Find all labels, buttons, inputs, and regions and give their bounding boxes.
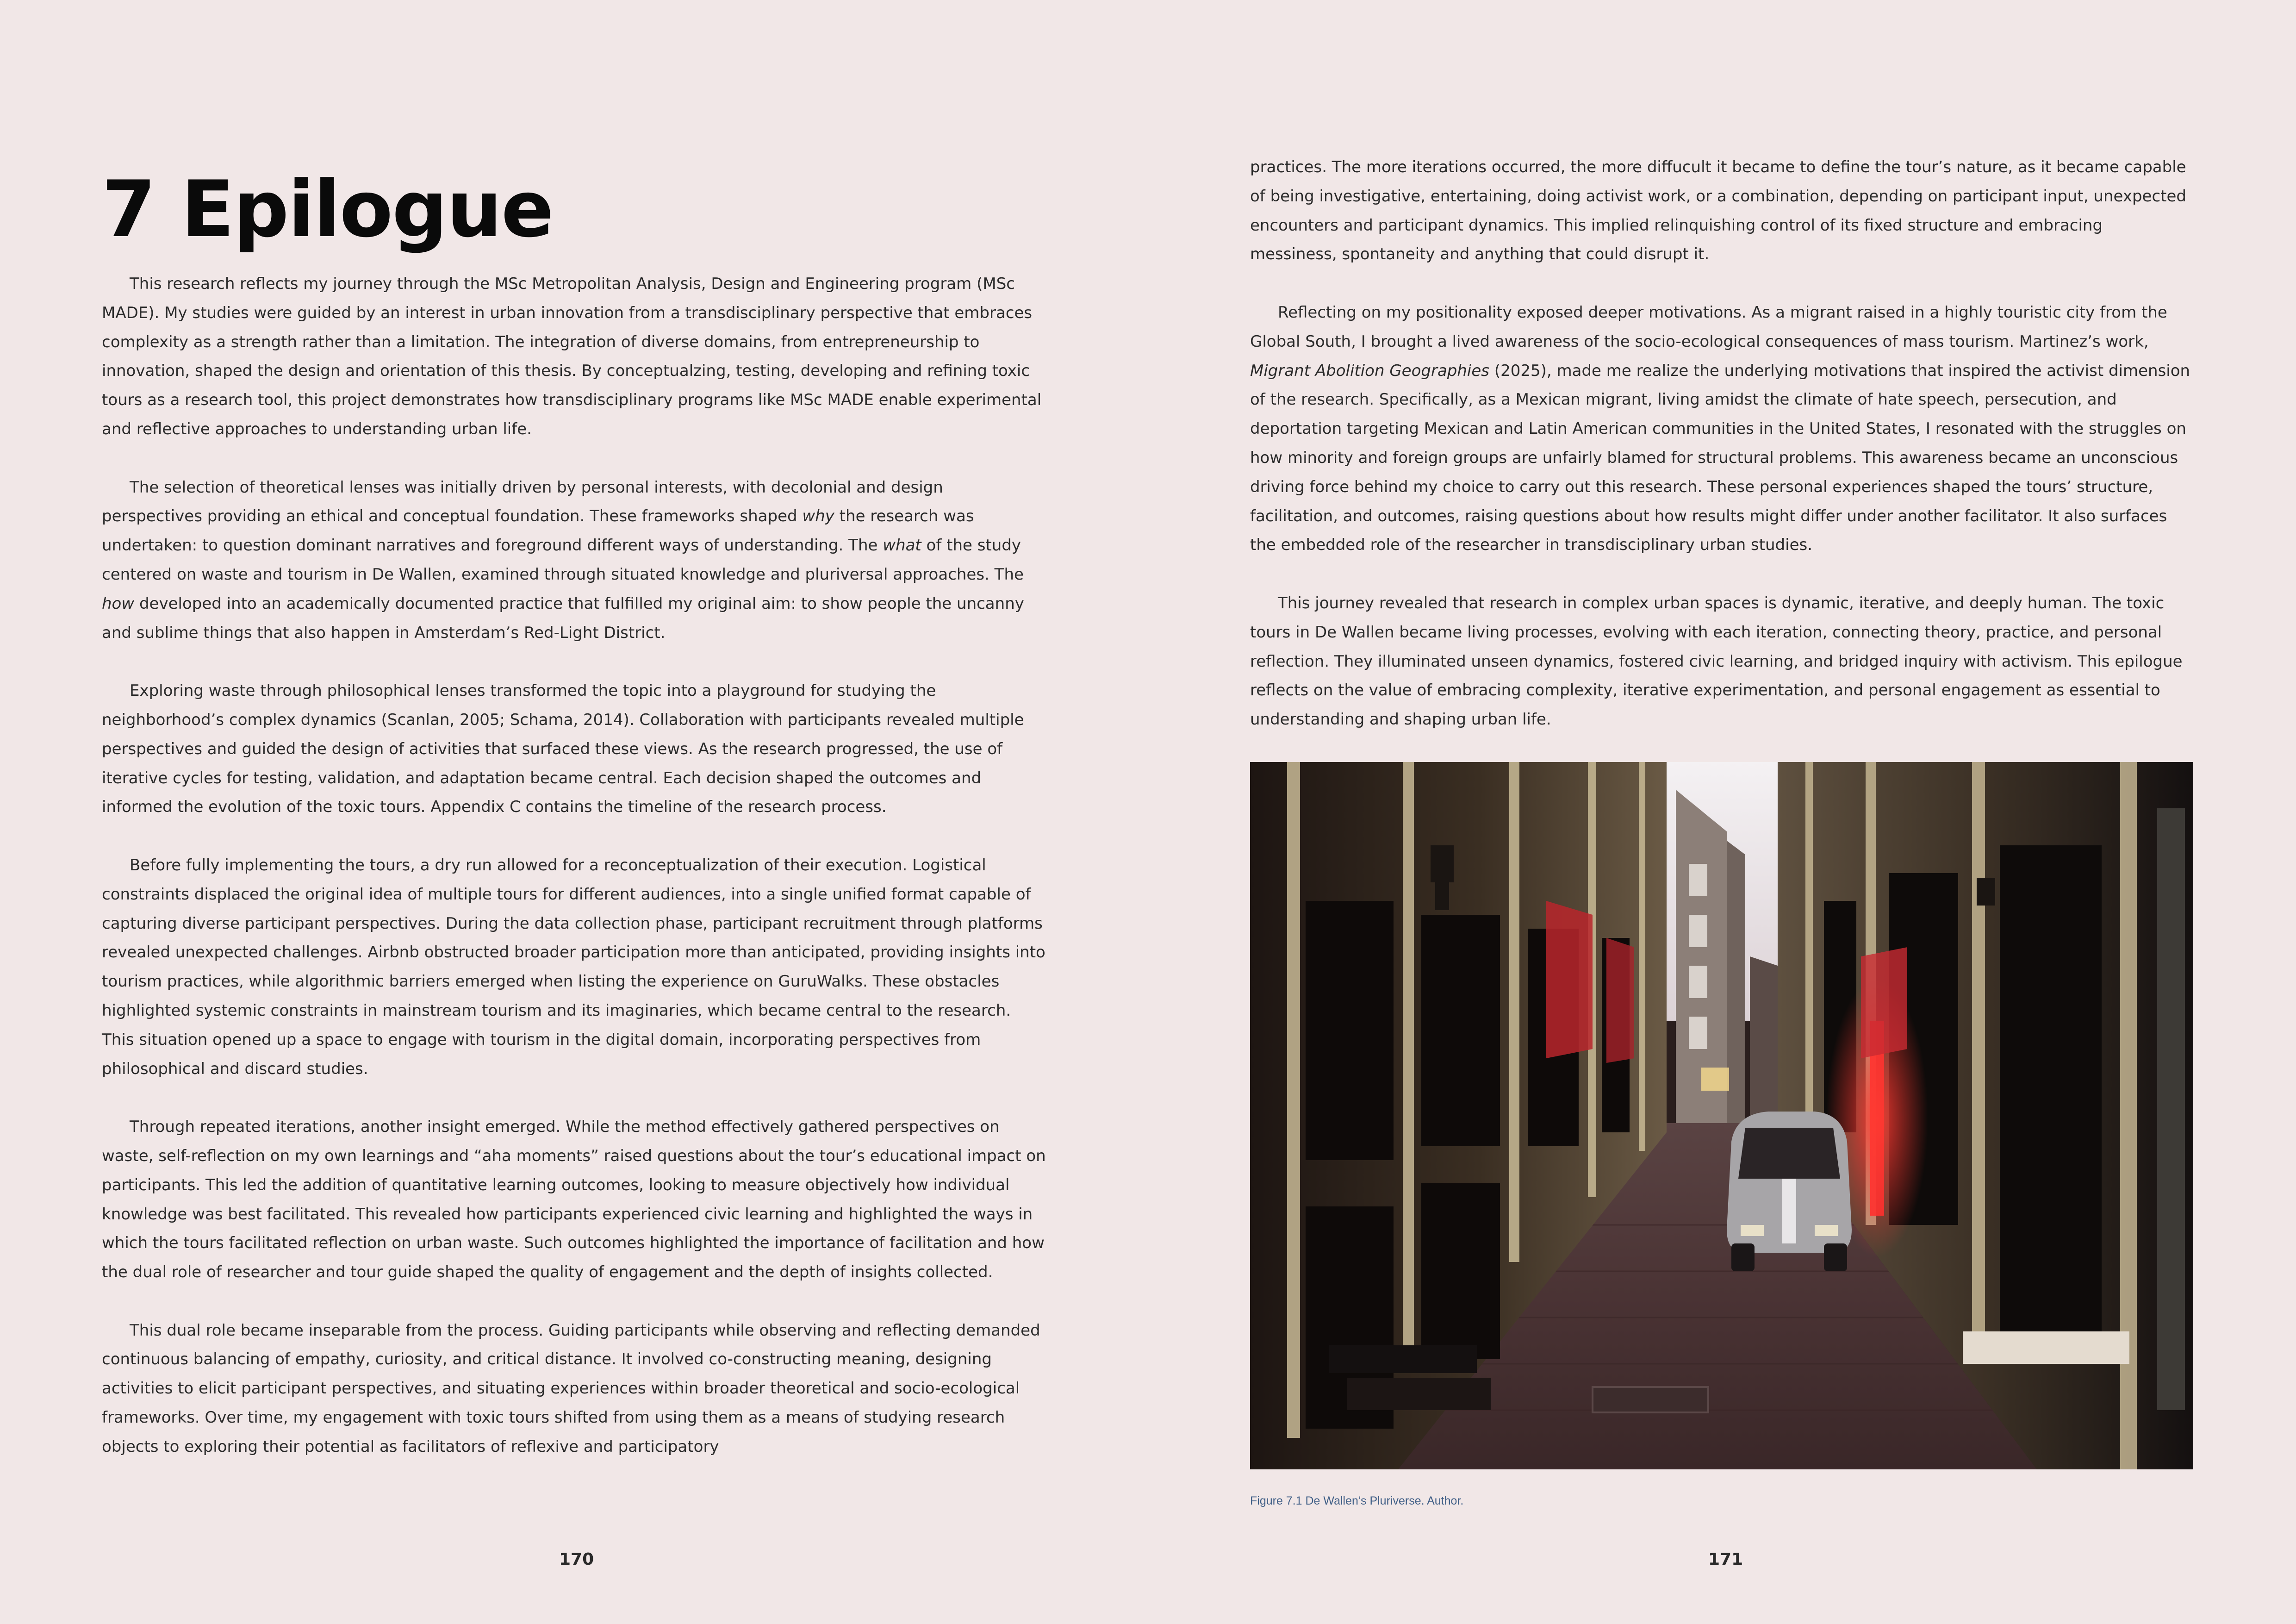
text-run: Reflecting on my positionality exposed deeper motivations. As a migrant raised in a highly touristic city from the Global South, I brought a lived awareness of the socio-ecological consequences of mass tourism. Martinez’s work,	[1250, 303, 2167, 351]
body-paragraph	[1250, 589, 2194, 734]
body-paragraph	[102, 1112, 1046, 1287]
body-paragraph	[102, 851, 1046, 1083]
figure-caption: Figure 7.1 De Wallen’s Pluriverse. Author.	[1250, 1494, 1464, 1507]
text-run: This research reflects my journey through the MSc Metropolitan Analysis, Design and Engineering program (MSc MADE). My studies were guided by an interest in urban innovation from a transdisciplinary perspective that embraces complexity as a strength rather than a limitation. The integration of diverse domains, from entrepreneurship to innovation, shaped the design and orientation of this thesis. By conceptualzing, testing, developing and refining toxic tours as a research tool, this project demonstrates how transdisciplinary programs like MSc MADE enable experimental and reflective approaches to understanding urban life.	[102, 275, 1042, 438]
text-run: developed into an academically documented practice that fulfilled my original aim: to show people the uncanny and sublime things that also happen in Amsterdam’s Red-Light District.	[102, 594, 1024, 642]
text-run: Before fully implementing the tours, a dry run allowed for a reconceptualization of their execution. Logistical constraints displaced the original idea of multiple tours for different audiences, into a single unified format capable of capturing diverse participant perspectives. During the data collection phase, participant recruitment through platforms revealed unexpected challenges. Airbnb obstructed broader participation more than anticipated, providing insights into tourism practices, while algorithmic barriers emerged when listing the experience on GuruWalks. These obstacles highlighted systemic constraints in mainstream tourism and its imaginaries, which became central to the research. This situation opened up a space to engage with tourism in the digital domain, incorporating perspectives from philosophical and discard studies.	[102, 856, 1045, 1078]
text-run: (2025), made me realize the underlying motivations that inspired the activist dimension of the research. Specifically, as a Mexican migrant, living amidst the climate of hate speech, persecution, and deportation targeting Mexican and Latin American communities in the United States, I resonated with the struggles on how minority and foreign groups are unfairly blamed for structural problems. This awareness became an unconscious driving force behind my choice to carry out this research. These personal experiences shaped the tours’ structure, facilitation, and outcomes, raising questions about how results might differ under another facilitator. It also surfaces the embedded role of the researcher in transdisciplinary urban studies.	[1250, 361, 2190, 555]
text-run: The selection of theoretical lenses was initially driven by personal interests, with decolonial and design perspectives providing an ethical and conceptual foundation. These frameworks shaped	[102, 478, 943, 526]
text-run: practices. The more iterations occurred, the more diffucult it became to define the tour’s nature, as it became capable of being investigative, entertaining, doing activist work, or a combination, depending on participant input, unexpected encounters and participant dynamics. This implied relinquishing control of its fixed structure and embracing messiness, spontaneity and anything that could disrupt it.	[1250, 158, 2186, 264]
figure-photo-alley	[1250, 762, 2193, 1469]
italic-term: what	[883, 536, 921, 555]
italic-term: Migrant Abolition Geographies	[1250, 361, 1490, 380]
body-paragraph	[1250, 298, 2194, 560]
page-number-left: 170	[559, 1550, 594, 1569]
text-run: This dual role became inseparable from the process. Guiding participants while observing and reflecting demanded continuous balancing of empathy, curiosity, and critical distance. It involved co-constructing meaning, designing activities to elicit participant perspectives, and situating experiences within broader theoretical and socio-ecological frameworks. Over time, my engagement with toxic tours shifted from using them as a means of studying research objects to exploring their potential as facilitators of reflexive and participatory	[102, 1321, 1040, 1456]
left-body-text	[102, 269, 1046, 1462]
text-run: the research was undertaken: to question dominant narratives and foreground different ways of understanding. The	[102, 507, 974, 555]
italic-term: how	[102, 594, 135, 613]
body-paragraph	[1250, 153, 2194, 269]
body-paragraph	[102, 269, 1046, 444]
text-run: This journey revealed that research in complex urban spaces is dynamic, iterative, and deeply human. The toxic tours in De Wallen became living processes, evolving with each iteration, connecting theory, practice, and personal reflection. They illuminated unseen dynamics, fostered civic learning, and bridged inquiry with activism. This epilogue reflects on the value of embracing complexity, iterative experimentation, and personal engagement as essential to understanding and shaping urban life.	[1250, 593, 2183, 729]
text-run: of the study centered on waste and tourism in De Wallen, examined through situated knowledge and pluriversal approaches. The	[102, 536, 1024, 584]
text-run: Through repeated iterations, another insight emerged. While the method effectively gathered perspectives on waste, self-reflection on my own learnings and “aha moments” raised questions about the tour’s educational impact on participants. This led the addition of quantitative learning outcomes, looking to measure objectively how individual knowledge was best facilitated. This revealed how participants experienced civic learning and highlighted the ways in which the tours facilitated reflection on urban waste. Such outcomes highlighted the importance of facilitation and how the dual role of researcher and tour guide shaped the quality of engagement and the depth of insights collected.	[102, 1118, 1046, 1282]
text-run: Exploring waste through philosophical lenses transformed the topic into a playground for studying the neighborhood’s complex dynamics (Scanlan, 2005; Schama, 2014). Collaboration with participants revealed multiple perspectives and guided the design of activities that surfaced these views. As the research progressed, the use of iterative cycles for testing, validation, and adaptation became central. Each decision shaped the outcomes and informed the evolution of the toxic tours. Appendix C contains the timeline of the research process.	[102, 681, 1024, 817]
body-paragraph	[102, 676, 1046, 822]
italic-term: why	[802, 507, 834, 526]
car	[1727, 1112, 1852, 1271]
chapter-title: 7 Epilogue	[102, 164, 553, 255]
right-body-text	[1250, 153, 2194, 734]
body-paragraph	[102, 473, 1046, 648]
page-number-right: 171	[1708, 1550, 1743, 1569]
body-paragraph	[102, 1316, 1046, 1462]
